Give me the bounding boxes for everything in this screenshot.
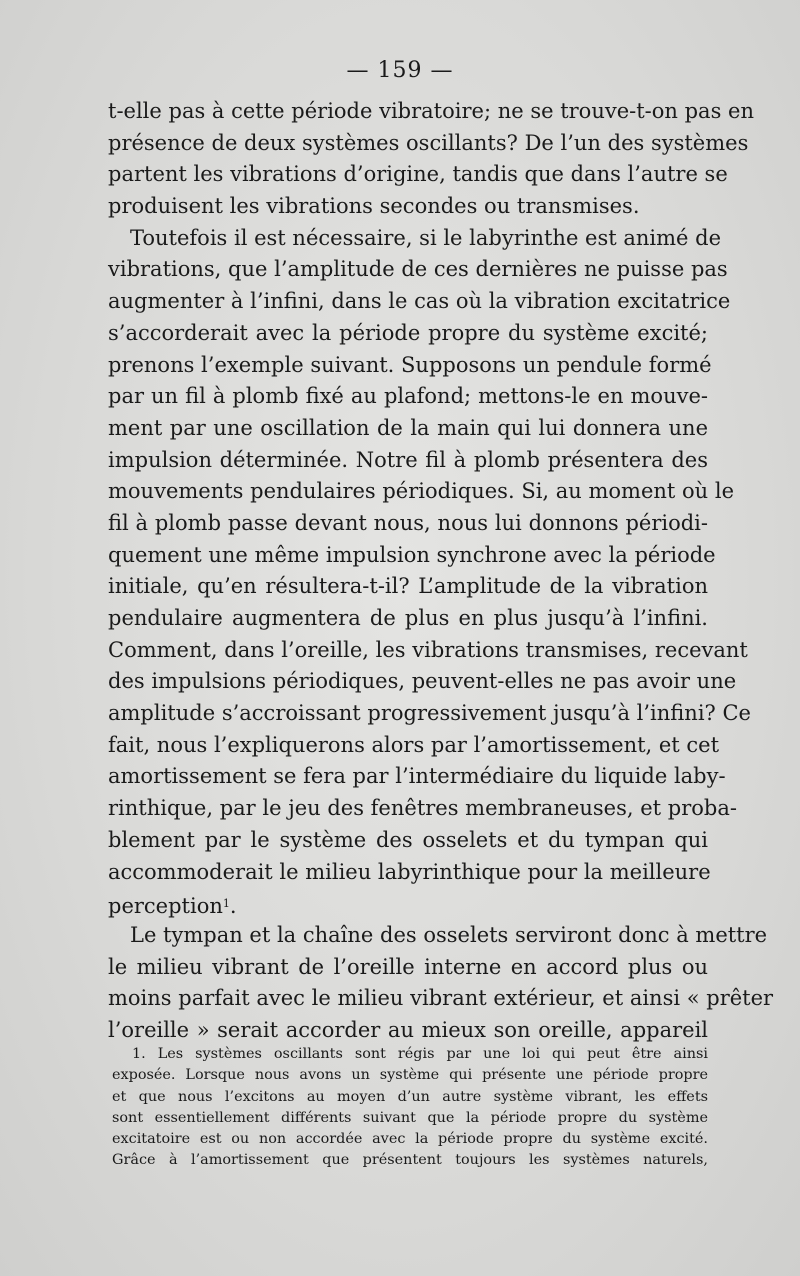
text-line (108, 254, 728, 286)
text-line (108, 96, 754, 128)
body-text (108, 96, 774, 1047)
text-line-text: par un fil à plomb fixé au plafond; mettons-le en mouve- (108, 384, 708, 409)
text-line (108, 888, 708, 920)
footnote-line-text: et que nous l’excitons au moyen d’un autre système vibrant, les effets (112, 1088, 708, 1105)
footnote-line-text: exposée. Lorsque nous avons un système qui présente une période propre (112, 1067, 708, 1084)
footnote-line-text: 1. Les systèmes oscillants sont régis par une loi qui peut être ainsi (132, 1046, 708, 1062)
text-line (108, 857, 711, 889)
text-line (108, 825, 708, 857)
text-line-text: augmenter à l’infini, dans le cas où la vibration excitatrice (108, 289, 731, 314)
footnote-line-text: excitatoire est ou non accordée avec la période propre du système excité. (112, 1131, 708, 1148)
footnote-line (112, 1065, 708, 1086)
footnote-line (112, 1087, 708, 1108)
text-line-text: ment par une oscillation de la main qui lui donnera une (108, 415, 708, 440)
text-line-text: accommoderait le milieu labyrinthique pour la meilleure (108, 859, 711, 884)
footnotes (112, 1044, 708, 1172)
text-line-text: prenons l’exemple suivant. Supposons un pendule formé (108, 352, 712, 377)
text-line (108, 920, 768, 952)
text-line-text: rinthique, par le jeu des fenêtres membraneuses, et proba- (108, 796, 737, 821)
text-line-text: s’accorderait avec la période propre du système excité; (108, 320, 708, 345)
text-line (108, 413, 708, 445)
text-line (108, 381, 708, 413)
text-line-text: vibrations, que l’amplitude de ces dernières ne puisse pas (108, 257, 728, 282)
text-line-text: perception (108, 894, 223, 919)
text-line (108, 223, 722, 255)
text-line-text: fait, nous l’expliquerons alors par l’amortissement, et cet (108, 732, 720, 757)
text-line (108, 476, 735, 508)
text-line (108, 350, 712, 382)
text-line-text: le milieu vibrant de l’oreille interne en accord plus ou (108, 954, 708, 979)
text-line-text: pendulaire augmentera de plus en plus jusqu’à l’infini. (108, 606, 708, 630)
text-line (108, 128, 749, 160)
text-line-text: amortissement se fera par l’intermédiaire du liquide laby- (108, 764, 726, 789)
text-line (108, 191, 708, 223)
footnote-line (112, 1150, 708, 1171)
text-line (108, 761, 726, 793)
text-line (108, 445, 708, 477)
text-line-text: moins parfait avec le milieu vibrant extérieur, et ainsi « prêter (108, 986, 774, 1011)
page-number: — 159 — (346, 58, 454, 83)
footnote-line (112, 1129, 708, 1150)
text-line-text: présence de deux systèmes oscillants? De l’un des systèmes (108, 130, 749, 155)
text-line-text: quement une même impulsion synchrone avec la période (108, 542, 716, 567)
text-line (108, 952, 708, 984)
text-line (108, 983, 774, 1015)
text-line (108, 730, 720, 762)
text-line (108, 793, 737, 825)
footnote-line-text: Grâce à l’amortissement que présentent toujours les systèmes naturels, (112, 1152, 708, 1169)
text-line-text: l’oreille » serait accorder au mieux son oreille, appareil (108, 1017, 708, 1042)
text-line-text: Comment, dans l’oreille, les vibrations transmises, recevant (108, 637, 748, 662)
text-line-text: Le tympan et la chaîne des osselets serviront donc à mettre (130, 922, 768, 947)
text-line (108, 286, 731, 318)
text-line-text: t-elle pas à cette période vibratoire; ne se trouve-t-on pas en (108, 99, 754, 123)
text-line-text: des impulsions périodiques, peuvent-elles ne pas avoir une (108, 669, 737, 694)
text-line-text: initiale, qu’en résultera-t-il? L’amplitude de la vibration (108, 574, 708, 599)
text-line (108, 1015, 708, 1047)
text-line-text: partent les vibrations d’origine, tandis que dans l’autre se (108, 162, 728, 187)
text-line (108, 318, 708, 350)
text-line-text: blement par le système des osselets et du tympan qui (108, 827, 708, 852)
text-line (108, 698, 751, 730)
text-line (108, 666, 737, 698)
text-line-punctuation: . (229, 894, 237, 919)
text-line-text: impulsion déterminée. Notre fil à plomb présentera des (108, 447, 708, 472)
text-line-text: Toutefois il est nécessaire, si le labyrinthe est animé de (130, 225, 722, 250)
text-line (108, 635, 748, 667)
text-line (108, 571, 708, 603)
footnote-line (112, 1108, 708, 1129)
text-line (108, 540, 716, 572)
footnote-marker: 1 (222, 897, 230, 911)
text-line (108, 508, 708, 540)
text-line-text: amplitude s’accroissant progressivement jusqu’à l’infini? Ce (108, 701, 751, 726)
footnote-line-text: sont essentiellement différents suivant que la période propre du système (112, 1109, 708, 1126)
text-line-text: produisent les vibrations secondes ou transmises. (108, 194, 640, 219)
text-line-text: fil à plomb passe devant nous, nous lui donnons périodi- (108, 510, 708, 535)
text-line-text: mouvements pendulaires périodiques. Si, au moment où le (108, 479, 735, 504)
text-line (108, 603, 708, 635)
footnote-line (112, 1044, 708, 1065)
text-line (108, 159, 728, 191)
